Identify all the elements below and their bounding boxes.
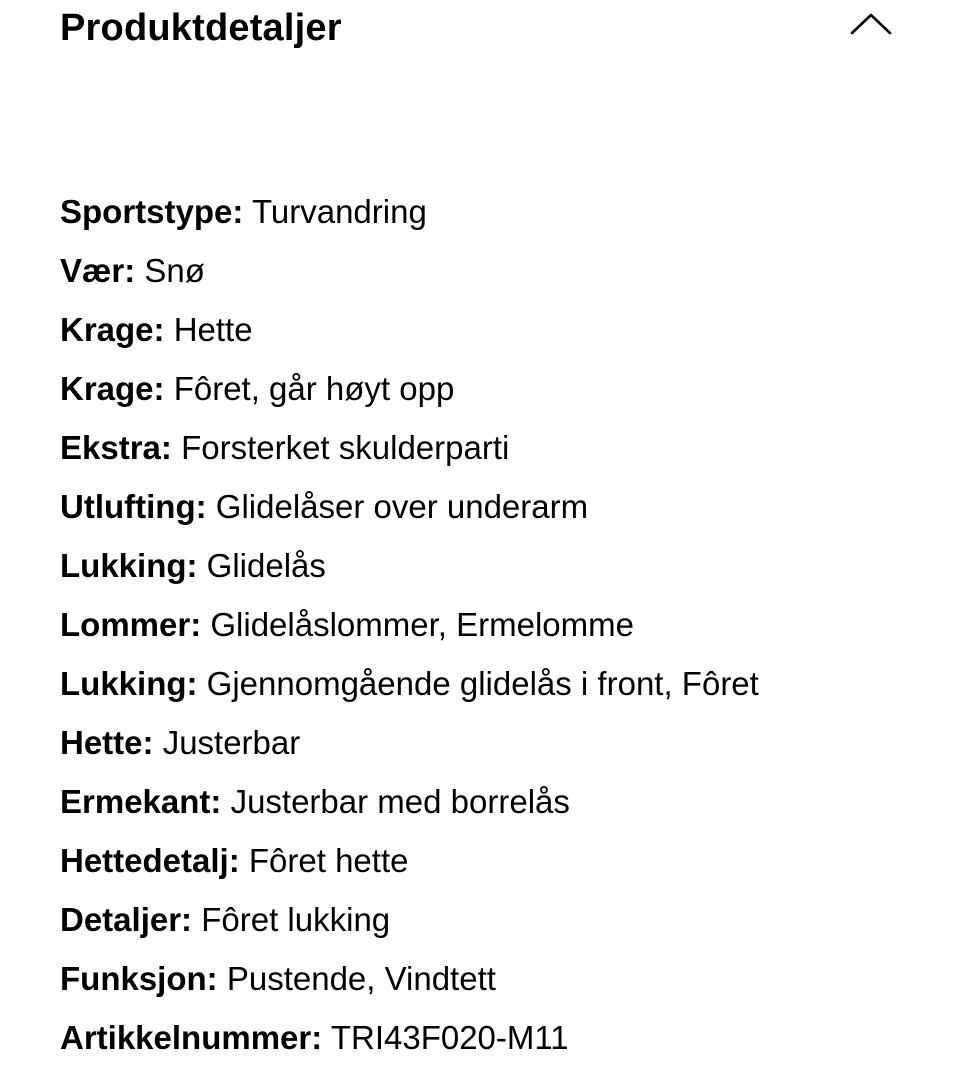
- detail-row: [60, 654, 759, 713]
- detail-label: Funksjon:: [60, 960, 218, 997]
- detail-value: Gjennomgående glidelås i front, Fôret: [206, 665, 759, 702]
- detail-label: Hettedetalj:: [60, 842, 240, 879]
- detail-row: [60, 359, 759, 418]
- detail-row: [60, 182, 759, 241]
- detail-label: Lommer:: [60, 606, 202, 643]
- detail-label: Lukking:: [60, 547, 198, 584]
- detail-value: Turvandring: [251, 193, 427, 230]
- detail-row: [60, 536, 759, 595]
- detail-label: Ermekant:: [60, 783, 222, 820]
- product-details-header[interactable]: [0, 0, 960, 60]
- detail-value: Snø: [144, 252, 205, 289]
- detail-value: Hette: [173, 311, 253, 348]
- detail-row: [60, 772, 759, 831]
- detail-row: [60, 1008, 759, 1067]
- detail-label: Utlufting:: [60, 488, 207, 525]
- detail-row: [60, 890, 759, 949]
- detail-row: [60, 418, 759, 477]
- detail-row: [60, 831, 759, 890]
- section-title: Produktdetaljer: [60, 7, 342, 49]
- detail-row: [60, 949, 759, 1008]
- detail-value: Justerbar: [162, 724, 301, 761]
- detail-value: TRI43F020-M11: [330, 1019, 569, 1056]
- detail-row: [60, 241, 759, 300]
- detail-value: Fôret lukking: [201, 901, 391, 938]
- detail-label: Sportstype:: [60, 193, 244, 230]
- detail-label: Vær:: [60, 252, 136, 289]
- detail-label: Ekstra:: [60, 429, 172, 466]
- product-details-list: [60, 182, 759, 1067]
- detail-value: Glidelåser over underarm: [215, 488, 589, 525]
- detail-value: Forsterket skulderparti: [181, 429, 510, 466]
- detail-value: Fôret hette: [248, 842, 409, 879]
- detail-label: Krage:: [60, 311, 165, 348]
- detail-value: Fôret, går høyt opp: [173, 370, 455, 407]
- detail-value: Justerbar med borrelås: [230, 783, 570, 820]
- detail-row: [60, 300, 759, 359]
- detail-label: Krage:: [60, 370, 165, 407]
- detail-label: Detaljer:: [60, 901, 193, 938]
- detail-label: Lukking:: [60, 665, 198, 702]
- detail-label: Hette:: [60, 724, 154, 761]
- detail-value: Glidelås: [206, 547, 326, 584]
- detail-value: Pustende, Vindtett: [226, 960, 496, 997]
- detail-row: [60, 477, 759, 536]
- detail-row: [60, 595, 759, 654]
- detail-value: Glidelåslommer, Ermelomme: [210, 606, 634, 643]
- detail-row: [60, 713, 759, 772]
- chevron-up-icon[interactable]: [846, 6, 896, 42]
- detail-label: Artikkelnummer:: [60, 1019, 323, 1056]
